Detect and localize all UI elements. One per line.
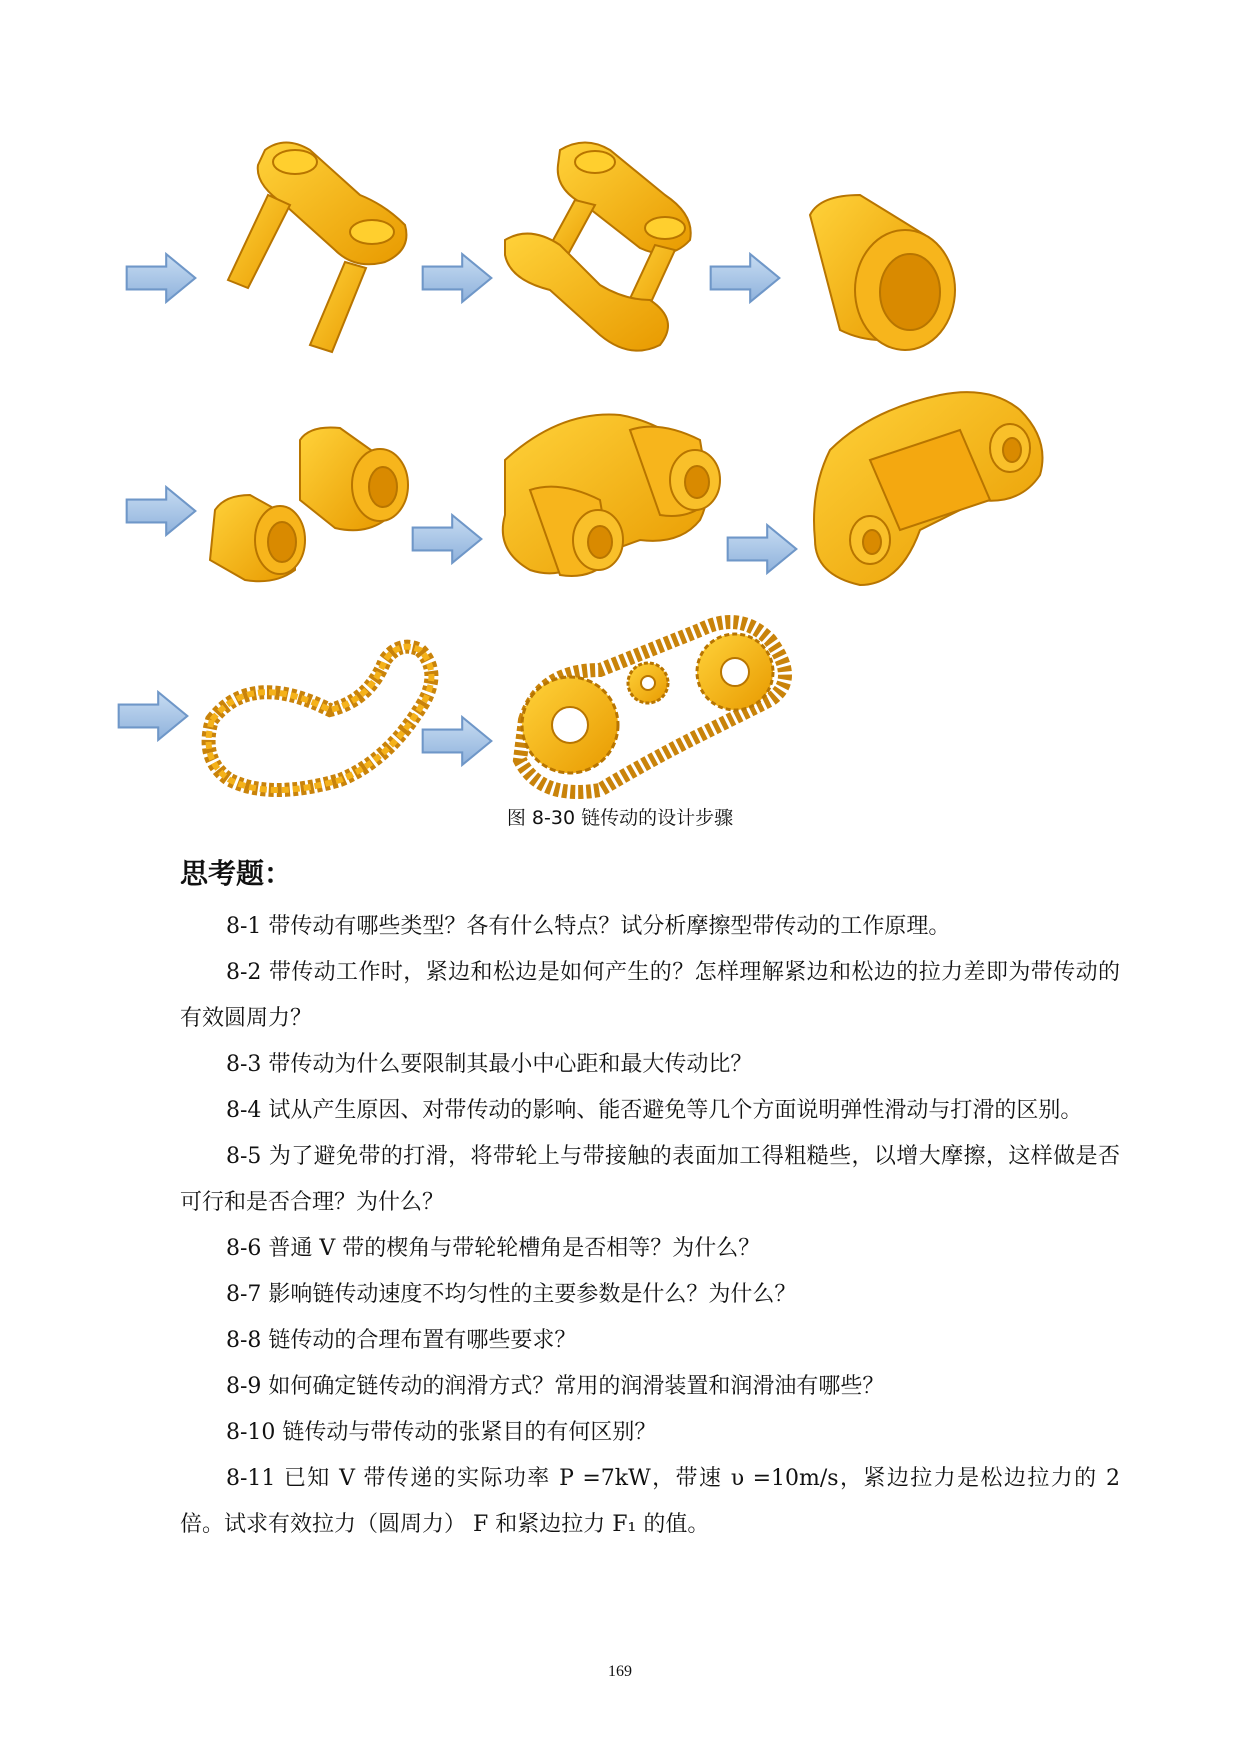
roller-chain-loop-part — [209, 647, 432, 790]
question-item: 8-8 链传动的合理布置有哪些要求？ — [226, 1328, 577, 1353]
question-item: 8-10 链传动与带传动的张紧目的有何区别？ — [226, 1420, 657, 1445]
question-item: 8-4 试从产生原因、对带传动的影响、能否避免等几个方面说明弹性滑动与打滑的区别。 — [226, 1098, 1083, 1123]
arrow-icon — [728, 525, 797, 573]
arrow-icon — [119, 692, 188, 740]
question-list — [180, 904, 1120, 1548]
page-number: 169 — [608, 1663, 632, 1680]
pin-link-part — [228, 143, 406, 353]
question-item: 8-2 带传动工作时，紧边和松边是如何产生的？怎样理解紧边和松边的拉力差即为带传动的有效圆周力？ — [180, 960, 1120, 1031]
question-item: 8-9 如何确定链传动的润滑方式？常用的润滑装置和润滑油有哪些？ — [226, 1374, 885, 1399]
question-item: 8-11 已知 V 带传递的实际功率 P =7kW，带速 υ =10m/s，紧边拉力是松边拉力的 2 倍。试求有效拉力（圆周力） F 和紧边拉力 F₁ 的值。 — [180, 1466, 1120, 1537]
inner-link-assembly-part — [503, 415, 720, 576]
arrow-icon — [423, 717, 492, 765]
section-heading: 思考题： — [180, 857, 293, 890]
sleeve-part — [810, 195, 955, 350]
arrow-icon — [127, 487, 196, 535]
question-item: 8-1 带传动有哪些类型？各有什么特点？试分析摩擦型带传动的工作原理。 — [226, 914, 951, 939]
arrow-icon — [423, 254, 492, 302]
question-item: 8-6 普通 V 带的楔角与带轮轮槽角是否相等？为什么？ — [226, 1236, 761, 1261]
chain-design-figure — [0, 0, 1240, 800]
question-item: 8-7 影响链传动速度不均匀性的主要参数是什么？为什么？ — [226, 1282, 797, 1307]
question-item: 8-5 为了避免带的打滑，将带轮上与带接触的表面加工得粗糙些，以增大摩擦，这样做是否可行和是否合理？为什么？ — [180, 1144, 1120, 1215]
bushing-and-roller-parts — [210, 428, 408, 582]
question-item: 8-3 带传动为什么要限制其最小中心距和最大传动比？ — [226, 1052, 753, 1077]
roller-link-frame-part — [505, 143, 691, 351]
arrow-icon — [127, 254, 196, 302]
figure-caption: 图 8-30 链传动的设计步骤 — [506, 807, 734, 829]
arrow-icon — [711, 254, 780, 302]
complete-chain-link-part — [814, 392, 1043, 585]
chain-drive-assembly — [520, 622, 785, 792]
arrow-icon — [413, 515, 482, 563]
